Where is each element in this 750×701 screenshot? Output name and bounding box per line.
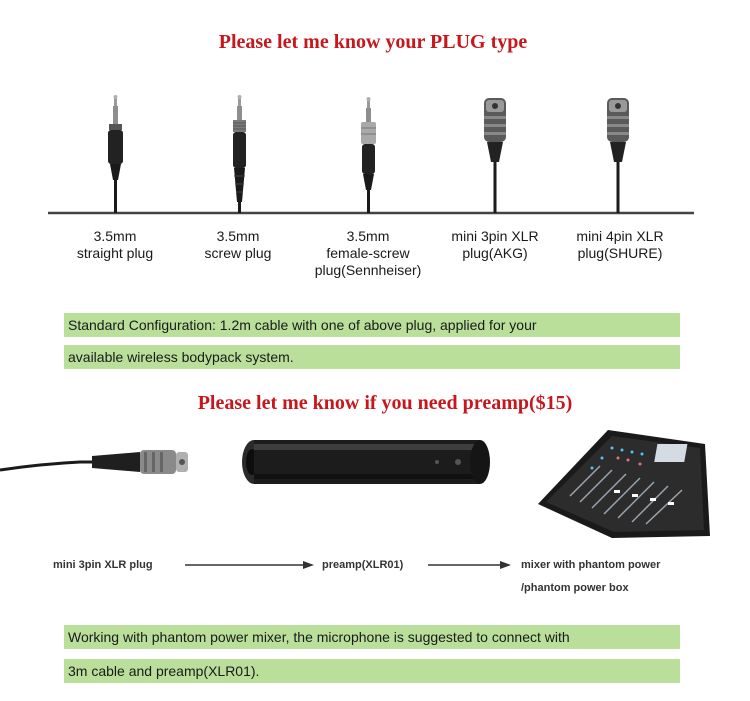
- flow-step-phantom-box: /phantom power box: [521, 582, 629, 594]
- preamp-cylinder-icon: [242, 440, 490, 484]
- flow-step-mini-xlr: mini 3pin XLR plug: [53, 559, 153, 571]
- plug-illustrations: [0, 90, 750, 220]
- jack-plug-female-screw-icon: [361, 97, 376, 213]
- config-note-bar-2: [64, 345, 680, 369]
- jack-plug-straight-icon: [108, 95, 123, 213]
- phantom-note-line-2: 3m cable and preamp(XLR01).: [68, 663, 260, 679]
- mini-xlr-akg-icon: [484, 98, 506, 213]
- jack-plug-screw-icon: [233, 95, 246, 213]
- arrow-head-1: [303, 561, 314, 569]
- mixer-icon: [538, 430, 710, 538]
- plug-label-female-screw: 3.5mm female-screw plug(Sennheiser): [314, 228, 422, 278]
- plug-label-screw: 3.5mm screw plug: [204, 228, 272, 261]
- plug-label-mini-4pin-xlr: mini 4pin XLR plug(SHURE): [576, 228, 664, 261]
- config-note-line-1: Standard Configuration: 1.2m cable with one of above plug, applied for your: [68, 317, 537, 333]
- preamp-illustrations: [0, 418, 750, 548]
- plug-label-mini-3pin-xlr: mini 3pin XLR plug(AKG): [451, 228, 539, 261]
- preamp-title: Please let me know if you need preamp($15): [197, 392, 573, 414]
- mini-xlr-shure-icon: [607, 98, 629, 213]
- flow-step-mixer: mixer with phantom power: [521, 559, 661, 571]
- plug-label-straight: 3.5mm straight plug: [76, 228, 154, 261]
- plug-type-title: Please let me know your PLUG type: [218, 31, 528, 53]
- config-note-bar-1: [64, 313, 680, 337]
- phantom-note-bar-2: [64, 659, 680, 683]
- phantom-note-bar-1: [64, 625, 680, 649]
- flow-step-preamp: preamp(XLR01): [322, 559, 404, 571]
- phantom-note-line-1: Working with phantom power mixer, the microphone is suggested to connect with: [68, 629, 570, 645]
- arrow-head-2: [500, 561, 511, 569]
- mini-xlr-horizontal-icon: [0, 450, 188, 474]
- config-note-line-2: available wireless bodypack system.: [68, 349, 294, 365]
